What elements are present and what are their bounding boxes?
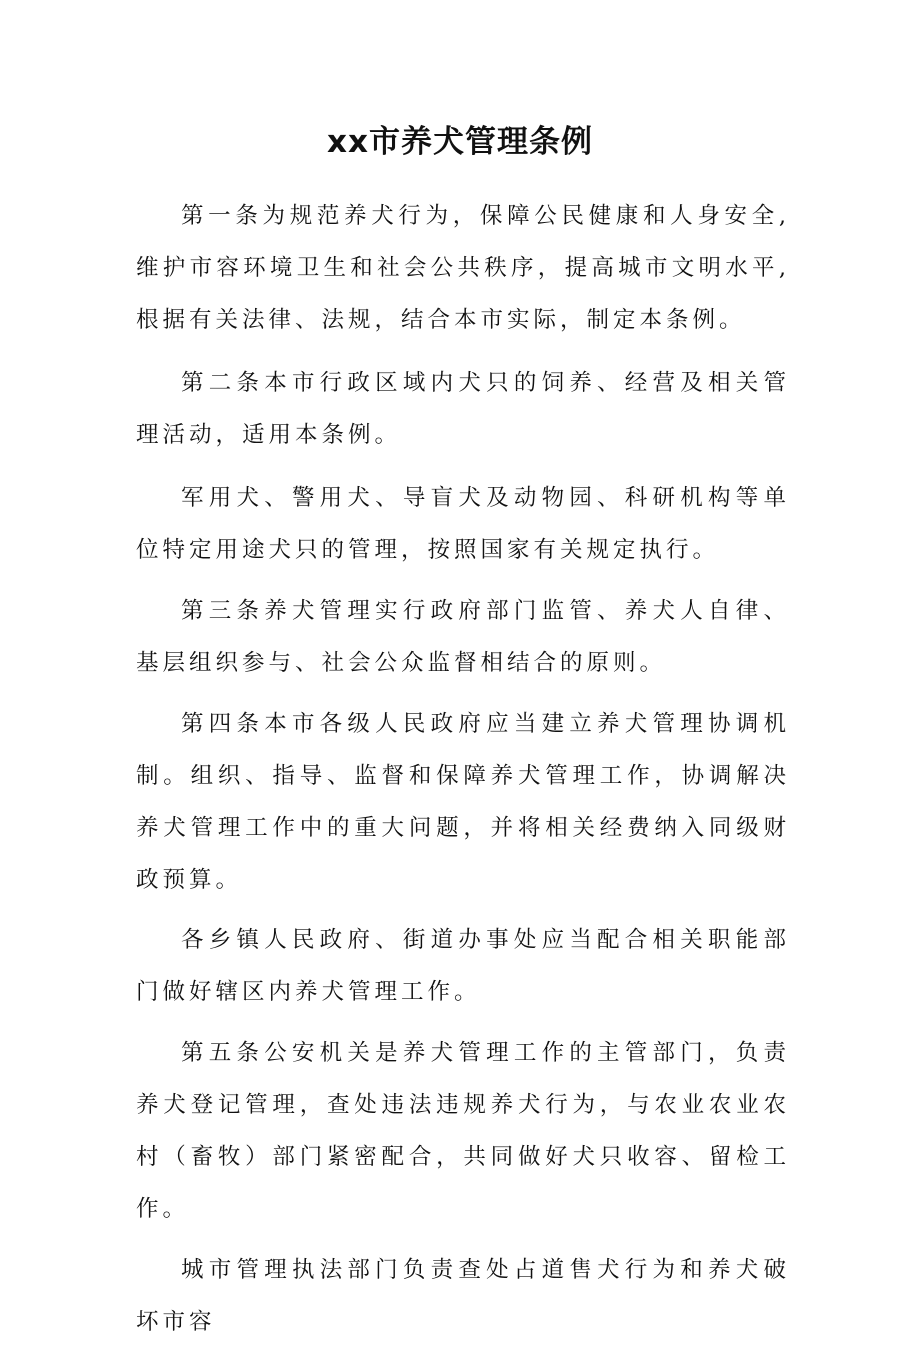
paragraph-article-2-clause-2: 军用犬、警用犬、导盲犬及动物园、科研机构等单位特定用途犬只的管理，按照国家有关规定执行。 <box>136 485 790 563</box>
paragraph-article-4: 第四条本市各级人民政府应当建立养犬管理协调机制。组织、指导、监督和保障养犬管理工作，协调解决养犬管理工作中的重大问题，并将相关经费纳入同级财政预算。 <box>136 711 790 893</box>
paragraph-article-3: 第三条养犬管理实行政府部门监管、养犬人自律、基层组织参与、社会公众监督相结合的原则。 <box>136 598 790 676</box>
paragraph-article-1: 第一条为规范养犬行为，保障公民健康和人身安全,维护市容环境卫生和社会公共秩序，提高城市文明水平,根据有关法律、法规，结合本市实际，制定本条例。 <box>136 203 790 333</box>
paragraph-article-5: 第五条公安机关是养犬管理工作的主管部门，负责养犬登记管理，查处违法违规养犬行为，与农业农业农村（畜牧）部门紧密配合，共同做好犬只收容、留检工作。 <box>136 1040 790 1222</box>
paragraph-article-4-clause-2: 各乡镇人民政府、街道办事处应当配合相关职能部门做好辖区内养犬管理工作。 <box>136 927 790 1005</box>
paragraph-article-2: 第二条本市行政区域内犬只的饲养、经营及相关管理活动，适用本条例。 <box>136 370 790 448</box>
document-title: xx市养犬管理条例 <box>327 124 593 160</box>
paragraph-article-5-clause-2: 城市管理执法部门负责查处占道售犬行为和养犬破坏市容 <box>136 1257 790 1335</box>
document-body <box>136 190 790 1348</box>
